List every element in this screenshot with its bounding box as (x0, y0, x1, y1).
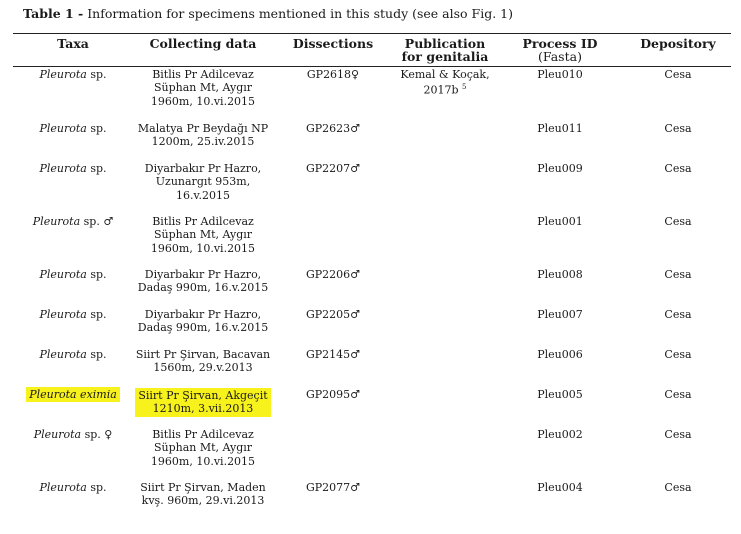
dissection-text: GP2205♂ (305, 308, 361, 321)
collecting-data-line: Diyarbakır Pr Hazro, (144, 162, 262, 175)
header-bottom-rule (13, 66, 731, 67)
publication-reference: 5 (462, 83, 467, 92)
collecting-data-line: kvş. 960m, 29.vi.2013 (141, 494, 265, 508)
taxa-suffix: sp. ♂ (83, 215, 114, 228)
taxa-cell (23, 122, 123, 135)
header-process-line2: (Fasta) (538, 49, 582, 64)
taxa-genus: Pleurota (33, 428, 82, 441)
taxa-suffix: sp. ♀ (84, 428, 113, 441)
collecting-data-line: Bitlis Pr Adilcevaz (152, 215, 254, 228)
taxa-cell (23, 268, 123, 281)
taxa-genus: Pleurota (39, 348, 87, 361)
table-top-rule (13, 33, 731, 34)
depository-cell (628, 215, 728, 228)
collecting-data-text (128, 122, 278, 149)
collecting-data-line: Siirt Pr Şirvan, Akgeçit (138, 389, 268, 402)
collecting-data-line: 1210m, 3.vii.2013 (152, 402, 254, 416)
process-id-text: Pleu004 (537, 481, 583, 494)
depository-text: Cesa (664, 68, 692, 81)
process-id-text: Pleu002 (537, 428, 583, 441)
header-process-id (510, 37, 610, 63)
depository-text: Cesa (664, 162, 692, 175)
taxa-cell (23, 68, 123, 81)
depository-cell (628, 68, 728, 81)
collecting-data-cell (128, 481, 278, 508)
taxa-genus: Pleurota eximia (29, 388, 117, 401)
header-publication-line1: Publication (404, 36, 486, 51)
process-id-cell (510, 308, 610, 321)
header-process-line1: Process ID (522, 36, 598, 51)
process-id-text: Pleu011 (537, 122, 583, 135)
collecting-data-line: Bitlis Pr Adilcevaz (152, 68, 254, 81)
collecting-data-line: Diyarbakır Pr Hazro, (144, 268, 262, 281)
taxa-genus: Pleurota (32, 215, 81, 228)
collecting-data-text (128, 481, 278, 508)
collecting-data-line: 1960m, 10.vi.2015 (150, 94, 256, 108)
taxa-text (39, 348, 106, 361)
publication-line: 2017b (423, 83, 459, 97)
dissection-cell (288, 348, 378, 361)
dissection-cell (288, 162, 378, 175)
process-id-text: Pleu001 (537, 215, 583, 228)
depository-text: Cesa (664, 308, 692, 321)
header-depository: Depository (640, 36, 716, 51)
taxa-genus: Pleurota (39, 122, 87, 135)
taxa-genus: Pleurota (39, 162, 87, 175)
collecting-data-text (128, 215, 278, 255)
taxa-suffix: sp. (90, 162, 107, 175)
collecting-data-line: Süphan Mt, Aygır (153, 228, 253, 242)
dissection-text: GP2145♂ (305, 348, 361, 361)
collecting-data-line: Dadaş 990m, 16.v.2015 (137, 281, 269, 295)
taxa-cell (23, 162, 123, 175)
process-id-text: Pleu005 (537, 388, 583, 401)
header-publication-line2: for genitalia (401, 49, 489, 64)
collecting-data-cell (128, 122, 278, 149)
process-id-text: Pleu006 (537, 348, 583, 361)
taxa-text (39, 68, 106, 81)
depository-cell (628, 348, 728, 361)
taxa-cell (23, 215, 123, 228)
process-id-text: Pleu010 (537, 68, 583, 81)
process-id-cell (510, 348, 610, 361)
taxa-text (34, 428, 113, 441)
dissection-text: GP2623♂ (305, 122, 361, 135)
process-id-text: Pleu008 (537, 268, 583, 281)
dissection-text: GP2077♂ (305, 481, 361, 494)
process-id-cell (510, 428, 610, 441)
depository-text: Cesa (664, 428, 692, 441)
depository-cell (628, 268, 728, 281)
header-publication (390, 37, 500, 63)
depository-cell (628, 122, 728, 135)
dissection-cell (288, 388, 378, 401)
taxa-suffix: sp. (90, 308, 107, 321)
publication-last-line (390, 81, 500, 97)
taxa-genus: Pleurota (39, 268, 87, 281)
collecting-data-line: Bitlis Pr Adilcevaz (152, 428, 254, 441)
dissection-cell (288, 308, 378, 321)
taxa-text (39, 122, 106, 135)
collecting-data-line: Siirt Pr Şirvan, Maden (140, 481, 266, 494)
collecting-data-line: 16.v.2015 (176, 188, 230, 202)
collecting-data-line: Siirt Pr Şirvan, Bacavan (135, 348, 271, 361)
taxa-text (39, 162, 106, 175)
collecting-data-line: 1560m, 29.v.2013 (153, 361, 253, 375)
table-caption (23, 6, 513, 21)
process-id-cell (510, 388, 610, 401)
header-collecting-data: Collecting data (149, 36, 257, 51)
collecting-data-text (128, 308, 278, 335)
depository-text: Cesa (664, 122, 692, 135)
header-taxa: Taxa (57, 36, 89, 51)
process-id-cell (510, 481, 610, 494)
process-id-cell (510, 122, 610, 135)
dissection-cell (288, 68, 378, 81)
dissection-text: GP2095♂ (305, 388, 361, 401)
depository-cell (628, 308, 728, 321)
table-caption-label: Table 1 - (23, 6, 84, 21)
taxa-suffix: sp. (90, 68, 107, 81)
collecting-data-text (128, 268, 278, 295)
depository-cell (628, 481, 728, 494)
taxa-genus: Pleurota (39, 481, 87, 494)
process-id-text: Pleu007 (537, 308, 583, 321)
taxa-text (39, 481, 106, 494)
depository-text: Cesa (664, 215, 692, 228)
depository-text: Cesa (664, 268, 692, 281)
taxa-cell (23, 428, 123, 441)
taxa-cell (23, 348, 123, 361)
taxa-text (39, 268, 106, 281)
taxa-text (26, 387, 120, 402)
process-id-cell (510, 268, 610, 281)
taxa-genus: Pleurota (39, 308, 87, 321)
collecting-data-line: 1960m, 10.vi.2015 (150, 454, 256, 468)
table-caption-text: Information for specimens mentioned in this study (see also Fig. 1) (87, 6, 513, 21)
collecting-data-cell (128, 428, 278, 468)
collecting-data-text (128, 428, 278, 468)
publication-line: Kemal & Koçak, (400, 68, 490, 81)
depository-cell (628, 428, 728, 441)
dissection-text: GP2618♀ (306, 68, 360, 81)
depository-cell (628, 388, 728, 401)
collecting-data-text (135, 388, 270, 417)
taxa-cell (23, 481, 123, 494)
collecting-data-line: Dadaş 990m, 16.v.2015 (137, 321, 269, 335)
taxa-cell (23, 388, 123, 401)
taxa-text (33, 215, 113, 228)
collecting-data-line: Süphan Mt, Aygır (153, 441, 253, 455)
collecting-data-cell (128, 308, 278, 335)
taxa-text (39, 308, 106, 321)
depository-text: Cesa (664, 481, 692, 494)
taxa-cell (23, 308, 123, 321)
dissection-text: GP2207♂ (305, 162, 361, 175)
taxa-suffix: sp. (90, 481, 107, 494)
collecting-data-line: Süphan Mt, Aygır (153, 81, 253, 95)
collecting-data-cell (128, 68, 278, 108)
dissection-text: GP2206♂ (305, 268, 361, 281)
collecting-data-line: 1960m, 10.vi.2015 (150, 241, 256, 255)
depository-text: Cesa (664, 348, 692, 361)
process-id-text: Pleu009 (537, 162, 583, 175)
process-id-cell (510, 68, 610, 81)
collecting-data-line: 1200m, 25.iv.2015 (151, 135, 255, 149)
collecting-data-cell (128, 388, 278, 417)
process-id-cell (510, 215, 610, 228)
depository-cell (628, 162, 728, 175)
header-dissections: Dissections (292, 36, 374, 51)
collecting-data-cell (128, 348, 278, 375)
publication-cell (390, 68, 500, 97)
taxa-suffix: sp. (90, 268, 107, 281)
depository-text: Cesa (664, 388, 692, 401)
process-id-cell (510, 162, 610, 175)
taxa-suffix: sp. (90, 122, 107, 135)
collecting-data-cell (128, 268, 278, 295)
taxa-genus: Pleurota (39, 68, 87, 81)
dissection-cell (288, 268, 378, 281)
collecting-data-line: Uzunargıt 953m, (155, 175, 251, 189)
taxa-suffix: sp. (90, 348, 107, 361)
collecting-data-cell (128, 162, 278, 202)
collecting-data-line: Malatya Pr Beydağı NP (137, 122, 269, 135)
collecting-data-text (128, 162, 278, 202)
dissection-cell (288, 122, 378, 135)
collecting-data-text (128, 68, 278, 108)
dissection-cell (288, 481, 378, 494)
collecting-data-text (128, 348, 278, 375)
collecting-data-line: Diyarbakır Pr Hazro, (144, 308, 262, 321)
collecting-data-cell (128, 215, 278, 255)
